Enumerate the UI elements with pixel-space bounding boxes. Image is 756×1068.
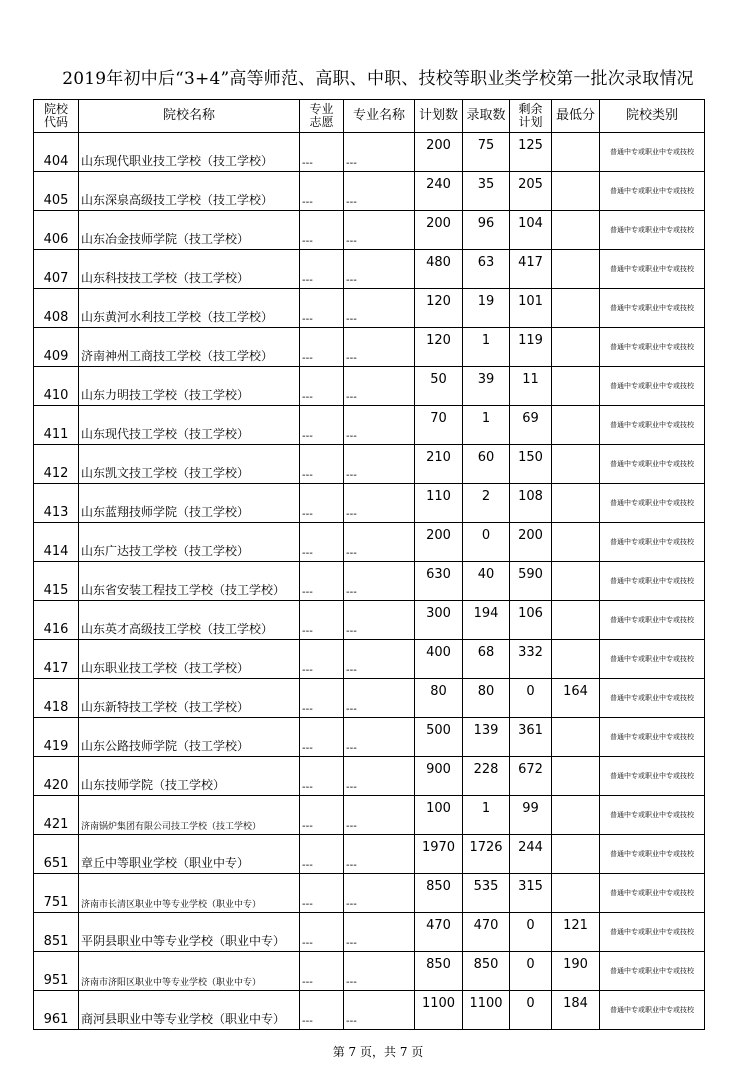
admitted-count: 228 — [463, 757, 510, 796]
plan-count: 50 — [415, 367, 463, 406]
remaining-count: 361 — [510, 718, 552, 757]
remaining-count: 0 — [510, 913, 552, 952]
plan-count: 200 — [415, 523, 463, 562]
school-category: 普通中专或职业中专或技校 — [600, 211, 705, 250]
admitted-count: 139 — [463, 718, 510, 757]
min-score — [552, 640, 600, 679]
table-row — [34, 250, 705, 289]
major-name: --- — [344, 328, 415, 367]
admitted-count: 60 — [463, 445, 510, 484]
remaining-count: 108 — [510, 484, 552, 523]
remaining-count: 69 — [510, 406, 552, 445]
school-code: 651 — [34, 835, 79, 874]
major-name: --- — [344, 835, 415, 874]
major-name: --- — [344, 874, 415, 913]
major-wish: --- — [300, 211, 344, 250]
min-score — [552, 133, 600, 172]
school-category: 普通中专或职业中专或技校 — [600, 406, 705, 445]
school-code: 416 — [34, 601, 79, 640]
admitted-count: 39 — [463, 367, 510, 406]
school-code: 408 — [34, 289, 79, 328]
major-wish: --- — [300, 640, 344, 679]
table-row — [34, 211, 705, 250]
plan-count: 70 — [415, 406, 463, 445]
min-score — [552, 445, 600, 484]
major-name: --- — [344, 484, 415, 523]
school-category: 普通中专或职业中专或技校 — [600, 523, 705, 562]
major-wish: --- — [300, 796, 344, 835]
school-category: 普通中专或职业中专或技校 — [600, 133, 705, 172]
major-wish: --- — [300, 328, 344, 367]
major-name: --- — [344, 679, 415, 718]
table-row — [34, 913, 705, 952]
school-category: 普通中专或职业中专或技校 — [600, 913, 705, 952]
major-wish: --- — [300, 757, 344, 796]
school-category: 普通中专或职业中专或技校 — [600, 640, 705, 679]
school-name: 山东省安装工程技工学校（技工学校） — [79, 562, 300, 601]
major-wish: --- — [300, 406, 344, 445]
header-remaining: 剩余 计划 — [510, 100, 552, 133]
school-code: 751 — [34, 874, 79, 913]
min-score: 164 — [552, 679, 600, 718]
school-category: 普通中专或职业中专或技校 — [600, 328, 705, 367]
table-row — [34, 328, 705, 367]
min-score: 184 — [552, 991, 600, 1030]
table-row — [34, 991, 705, 1030]
remaining-count: 200 — [510, 523, 552, 562]
admitted-count: 194 — [463, 601, 510, 640]
header-min-score: 最低分 — [552, 100, 600, 133]
major-name: --- — [344, 601, 415, 640]
table-row — [34, 445, 705, 484]
school-category: 普通中专或职业中专或技校 — [600, 835, 705, 874]
plan-count: 200 — [415, 211, 463, 250]
remaining-count: 104 — [510, 211, 552, 250]
remaining-count: 0 — [510, 952, 552, 991]
plan-count: 110 — [415, 484, 463, 523]
admitted-count: 96 — [463, 211, 510, 250]
admitted-count: 1 — [463, 328, 510, 367]
plan-count: 900 — [415, 757, 463, 796]
school-name: 山东新特技工学校（技工学校） — [79, 679, 300, 718]
min-score — [552, 796, 600, 835]
school-category: 普通中专或职业中专或技校 — [600, 757, 705, 796]
major-wish: --- — [300, 991, 344, 1030]
school-category: 普通中专或职业中专或技校 — [600, 796, 705, 835]
table-row — [34, 172, 705, 211]
school-name: 山东冶金技师学院（技工学校） — [79, 211, 300, 250]
remaining-count: 99 — [510, 796, 552, 835]
school-code: 410 — [34, 367, 79, 406]
school-code: 420 — [34, 757, 79, 796]
header-admitted: 录取数 — [463, 100, 510, 133]
school-category: 普通中专或职业中专或技校 — [600, 172, 705, 211]
min-score — [552, 328, 600, 367]
plan-count: 120 — [415, 328, 463, 367]
table-header-row — [34, 100, 705, 133]
remaining-count: 244 — [510, 835, 552, 874]
table-row — [34, 367, 705, 406]
school-code: 407 — [34, 250, 79, 289]
school-name: 章丘中等职业学校（职业中专） — [79, 835, 300, 874]
remaining-count: 315 — [510, 874, 552, 913]
remaining-count: 150 — [510, 445, 552, 484]
major-wish: --- — [300, 250, 344, 289]
admitted-count: 63 — [463, 250, 510, 289]
school-name: 济南锅炉集团有限公司技工学校（技工学校） — [79, 796, 300, 835]
school-code: 412 — [34, 445, 79, 484]
remaining-count: 205 — [510, 172, 552, 211]
major-wish: --- — [300, 913, 344, 952]
remaining-count: 0 — [510, 679, 552, 718]
school-name: 山东黄河水利技工学校（技工学校） — [79, 289, 300, 328]
school-code: 419 — [34, 718, 79, 757]
major-name: --- — [344, 367, 415, 406]
major-wish: --- — [300, 718, 344, 757]
school-name: 山东力明技工学校（技工学校） — [79, 367, 300, 406]
major-name: --- — [344, 445, 415, 484]
school-category: 普通中专或职业中专或技校 — [600, 289, 705, 328]
admitted-count: 40 — [463, 562, 510, 601]
plan-count: 80 — [415, 679, 463, 718]
admitted-count: 1 — [463, 406, 510, 445]
major-name: --- — [344, 718, 415, 757]
remaining-count: 0 — [510, 991, 552, 1030]
major-name: --- — [344, 250, 415, 289]
remaining-count: 119 — [510, 328, 552, 367]
plan-count: 480 — [415, 250, 463, 289]
major-name: --- — [344, 523, 415, 562]
major-name: --- — [344, 289, 415, 328]
major-wish: --- — [300, 523, 344, 562]
table-row — [34, 757, 705, 796]
major-wish: --- — [300, 367, 344, 406]
school-category: 普通中专或职业中专或技校 — [600, 679, 705, 718]
admitted-count: 535 — [463, 874, 510, 913]
school-category: 普通中专或职业中专或技校 — [600, 952, 705, 991]
major-name: --- — [344, 796, 415, 835]
table-row — [34, 679, 705, 718]
remaining-count: 125 — [510, 133, 552, 172]
header-name: 院校名称 — [79, 100, 300, 133]
table-row — [34, 289, 705, 328]
admission-table — [33, 99, 705, 1030]
school-name: 山东英才高级技工学校（技工学校） — [79, 601, 300, 640]
school-name: 山东凯文技工学校（技工学校） — [79, 445, 300, 484]
table-row — [34, 952, 705, 991]
major-name: --- — [344, 211, 415, 250]
min-score: 190 — [552, 952, 600, 991]
school-category: 普通中专或职业中专或技校 — [600, 562, 705, 601]
table-row — [34, 562, 705, 601]
school-code: 418 — [34, 679, 79, 718]
admitted-count: 0 — [463, 523, 510, 562]
remaining-count: 590 — [510, 562, 552, 601]
plan-count: 850 — [415, 874, 463, 913]
admitted-count: 75 — [463, 133, 510, 172]
min-score — [552, 367, 600, 406]
major-name: --- — [344, 757, 415, 796]
plan-count: 200 — [415, 133, 463, 172]
table-row — [34, 640, 705, 679]
school-code: 414 — [34, 523, 79, 562]
major-wish: --- — [300, 835, 344, 874]
school-code: 951 — [34, 952, 79, 991]
plan-count: 630 — [415, 562, 463, 601]
school-name: 山东技师学院（技工学校） — [79, 757, 300, 796]
school-name: 山东现代技工学校（技工学校） — [79, 406, 300, 445]
header-major-wish: 专业 志愿 — [300, 100, 344, 133]
major-wish: --- — [300, 289, 344, 328]
min-score — [552, 289, 600, 328]
school-name: 山东现代职业技工学校（技工学校） — [79, 133, 300, 172]
table-row — [34, 133, 705, 172]
admitted-count: 19 — [463, 289, 510, 328]
table-row — [34, 523, 705, 562]
school-code: 851 — [34, 913, 79, 952]
major-name: --- — [344, 952, 415, 991]
school-name: 济南市济阳区职业中等专业学校（职业中专） — [79, 952, 300, 991]
min-score: 121 — [552, 913, 600, 952]
major-wish: --- — [300, 562, 344, 601]
admitted-count: 35 — [463, 172, 510, 211]
remaining-count: 332 — [510, 640, 552, 679]
school-code: 413 — [34, 484, 79, 523]
school-name: 济南神州工商技工学校（技工学校） — [79, 328, 300, 367]
min-score — [552, 601, 600, 640]
table-row — [34, 406, 705, 445]
plan-count: 240 — [415, 172, 463, 211]
school-name: 平阴县职业中等专业学校（职业中专） — [79, 913, 300, 952]
major-name: --- — [344, 133, 415, 172]
admitted-count: 80 — [463, 679, 510, 718]
school-category: 普通中专或职业中专或技校 — [600, 367, 705, 406]
min-score — [552, 406, 600, 445]
header-category: 院校类别 — [600, 100, 705, 133]
school-category: 普通中专或职业中专或技校 — [600, 601, 705, 640]
remaining-count: 11 — [510, 367, 552, 406]
plan-count: 100 — [415, 796, 463, 835]
plan-count: 300 — [415, 601, 463, 640]
plan-count: 210 — [415, 445, 463, 484]
school-code: 404 — [34, 133, 79, 172]
remaining-count: 106 — [510, 601, 552, 640]
remaining-count: 672 — [510, 757, 552, 796]
min-score — [552, 718, 600, 757]
min-score — [552, 757, 600, 796]
school-name: 商河县职业中等专业学校（职业中专） — [79, 991, 300, 1030]
min-score — [552, 211, 600, 250]
header-code: 院校 代码 — [34, 100, 79, 133]
school-name: 山东职业技工学校（技工学校） — [79, 640, 300, 679]
major-name: --- — [344, 562, 415, 601]
major-wish: --- — [300, 874, 344, 913]
major-wish: --- — [300, 952, 344, 991]
remaining-count: 101 — [510, 289, 552, 328]
school-category: 普通中专或职业中专或技校 — [600, 250, 705, 289]
major-wish: --- — [300, 133, 344, 172]
min-score — [552, 484, 600, 523]
table-row — [34, 874, 705, 913]
plan-count: 1100 — [415, 991, 463, 1030]
school-code: 409 — [34, 328, 79, 367]
table-row — [34, 718, 705, 757]
major-name: --- — [344, 913, 415, 952]
plan-count: 500 — [415, 718, 463, 757]
table-row — [34, 835, 705, 874]
school-name: 山东科技技工学校（技工学校） — [79, 250, 300, 289]
admitted-count: 1726 — [463, 835, 510, 874]
major-wish: --- — [300, 445, 344, 484]
min-score — [552, 172, 600, 211]
school-code: 405 — [34, 172, 79, 211]
major-name: --- — [344, 172, 415, 211]
admitted-count: 850 — [463, 952, 510, 991]
plan-count: 470 — [415, 913, 463, 952]
major-name: --- — [344, 991, 415, 1030]
page-title: 2019年初中后“3+4”高等师范、高职、中职、技校等职业类学校第一批次录取情况 — [62, 69, 694, 89]
min-score — [552, 250, 600, 289]
min-score — [552, 874, 600, 913]
table-row — [34, 796, 705, 835]
school-code: 411 — [34, 406, 79, 445]
school-name: 济南市长清区职业中等专业学校（职业中专） — [79, 874, 300, 913]
major-wish: --- — [300, 484, 344, 523]
school-category: 普通中专或职业中专或技校 — [600, 991, 705, 1030]
school-name: 山东蓝翔技师学院（技工学校） — [79, 484, 300, 523]
school-code: 417 — [34, 640, 79, 679]
min-score — [552, 523, 600, 562]
school-category: 普通中专或职业中专或技校 — [600, 445, 705, 484]
school-code: 961 — [34, 991, 79, 1030]
header-plan: 计划数 — [415, 100, 463, 133]
plan-count: 1970 — [415, 835, 463, 874]
admitted-count: 2 — [463, 484, 510, 523]
major-name: --- — [344, 406, 415, 445]
major-name: --- — [344, 640, 415, 679]
school-category: 普通中专或职业中专或技校 — [600, 718, 705, 757]
min-score — [552, 835, 600, 874]
admitted-count: 470 — [463, 913, 510, 952]
school-category: 普通中专或职业中专或技校 — [600, 874, 705, 913]
school-category: 普通中专或职业中专或技校 — [600, 484, 705, 523]
plan-count: 400 — [415, 640, 463, 679]
school-name: 山东深泉高级技工学校（技工学校） — [79, 172, 300, 211]
table-row — [34, 601, 705, 640]
table-row — [34, 484, 705, 523]
major-wish: --- — [300, 172, 344, 211]
school-name: 山东广达技工学校（技工学校） — [79, 523, 300, 562]
table-body — [34, 133, 705, 1030]
major-wish: --- — [300, 679, 344, 718]
admitted-count: 68 — [463, 640, 510, 679]
header-major-name: 专业名称 — [344, 100, 415, 133]
min-score — [552, 562, 600, 601]
school-code: 415 — [34, 562, 79, 601]
remaining-count: 417 — [510, 250, 552, 289]
page-footer: 第 7 页，共 7 页 — [332, 1045, 424, 1059]
admitted-count: 1 — [463, 796, 510, 835]
school-code: 406 — [34, 211, 79, 250]
plan-count: 120 — [415, 289, 463, 328]
admitted-count: 1100 — [463, 991, 510, 1030]
plan-count: 850 — [415, 952, 463, 991]
major-wish: --- — [300, 601, 344, 640]
school-name: 山东公路技师学院（技工学校） — [79, 718, 300, 757]
school-code: 421 — [34, 796, 79, 835]
